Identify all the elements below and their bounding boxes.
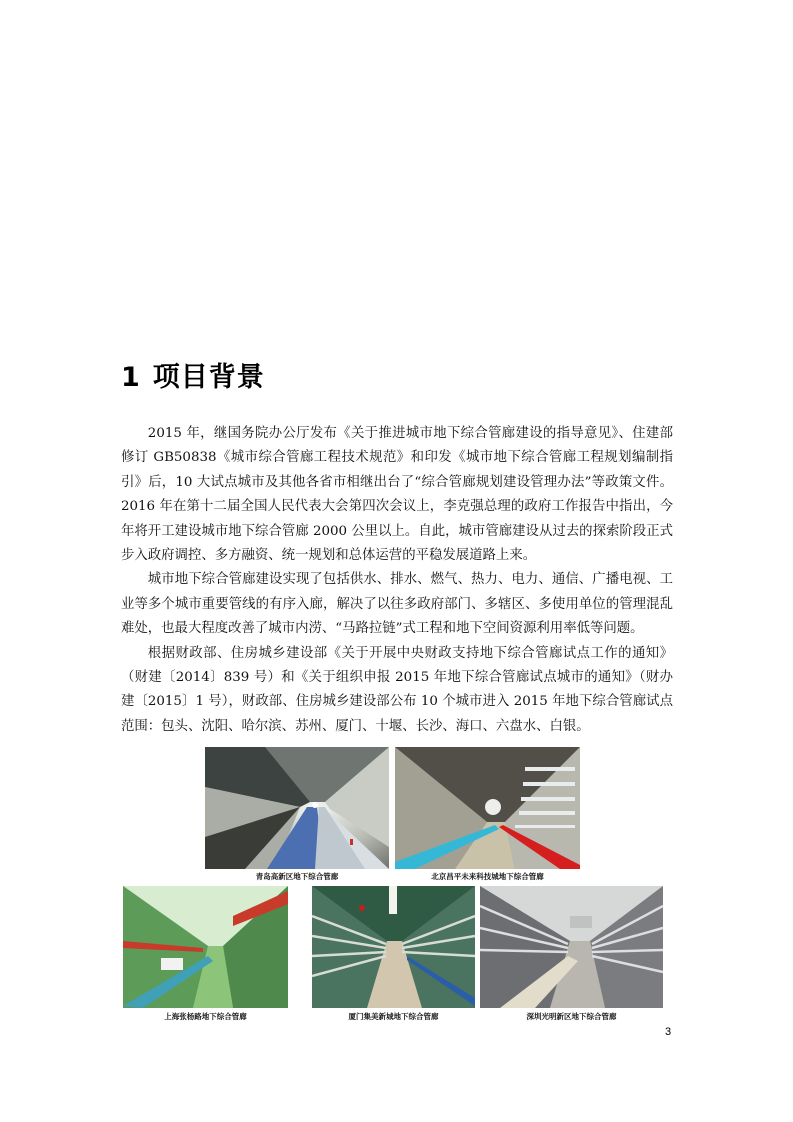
paragraph: 城市地下综合管廊建设实现了包括供水、排水、燃气、热力、电力、通信、广播电视、工业等多个城市重要管线的有序入廊，解决了以往多政府部门、多辖区、多使用单位的管理混乱难处，也最大程度改善了城市内涝、“马路拉链”式工程和地下空间资源利用率低等问题。 [121,572,673,637]
figure-image-shanghai [123,886,288,1008]
paragraph: 2015 年，继国务院办公厅发布《关于推进城市地下综合管廊建设的指导意见》、住建部修订 GB50838《城市综合管廊工程技术规范》和印发《城市地下综合管廊工程规划编制指引》后，10 大试点城市及其他各省市相继出台了“综合管廊规划建设管理办法”等政策文件。2016 年在第十二届全国人民代表大会第四次会议上，李克强总理的政府工作报告中指出，今年将开工建设城市地下综合管廊 2000 公里以上。自此，城市管廊建设从过去的探索阶段正式步入政府调控、多方融资、统一规划和总体运营的平稳发展道路上来。 [121,426,673,564]
figure-caption: 北京昌平未来科技城地下综合管廊 [431,872,544,881]
page-number: 3 [665,1026,672,1038]
section-title: 项目背景 [152,362,265,393]
body-text [121,422,673,739]
figure-caption: 青岛高新区地下综合管廊 [255,872,339,881]
figure-caption: 深圳光明新区地下综合管廊 [526,1012,617,1021]
figure-image-beijing [395,747,580,869]
figure-caption: 上海张杨路地下综合管廊 [164,1012,247,1021]
section-number: 1 [121,362,141,393]
figure-image-shenzhen [480,886,663,1008]
section-heading [121,355,265,394]
paragraph: 根据财政部、住房城乡建设部《关于开展中央财政支持地下综合管廊试点工作的通知》（财建〔2014〕839 号）和《关于组织申报 2015 年地下综合管廊试点城市的通知》（财办建〔2015〕1 号），财政部、住房城乡建设部公布 10 个城市进入 2015 年地下综合管廊试点范围：包头、沈阳、哈尔滨、苏州、厦门、十堰、长沙、海口、六盘水、白银。 [121,645,673,734]
figure-image-xiamen [312,886,475,1008]
figure-image-qingdao [205,747,389,869]
figure-caption: 厦门集美新城地下综合管廊 [348,1012,439,1021]
